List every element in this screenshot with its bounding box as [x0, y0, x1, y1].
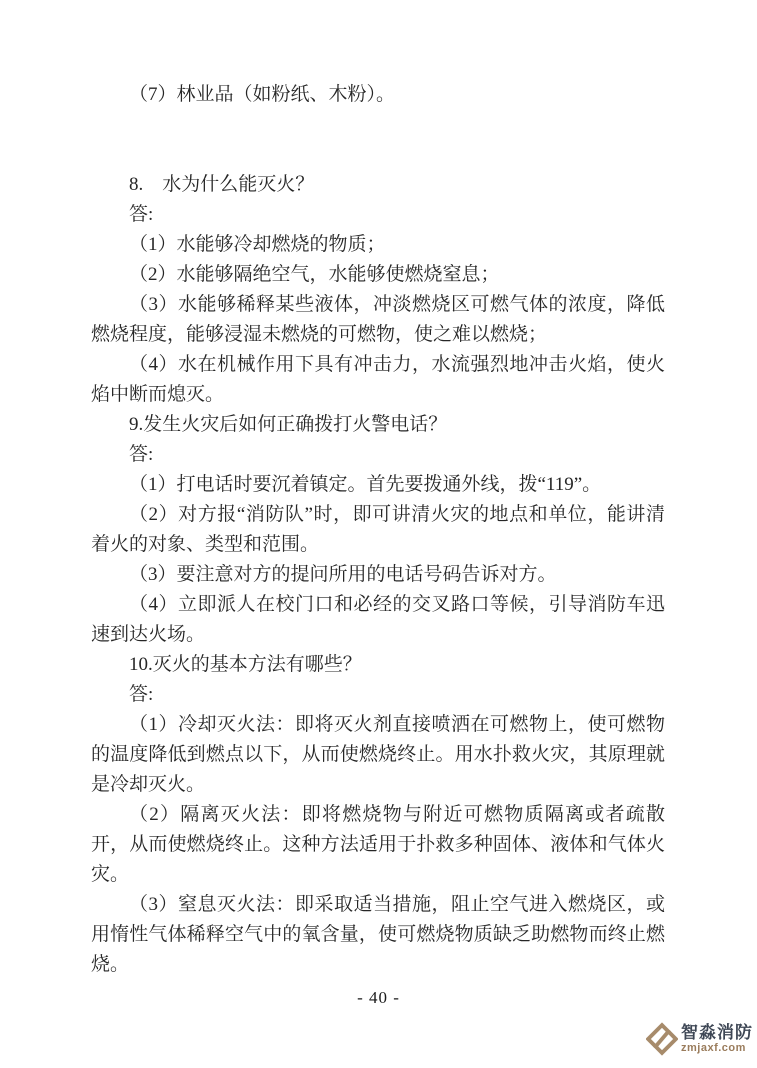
answer-q10-point-1: （1）冷却灭火法：即将灭火剂直接喷洒在可燃物上，使可燃物的温度降低到燃点以下，从而使燃烧终止。用水扑救火灾，其原理就是冷却灭火。	[91, 714, 665, 795]
answer-q9-point-3: （3）要注意对方的提问所用的电话号码告诉对方。	[129, 564, 557, 585]
watermark-text	[681, 1024, 753, 1054]
watermark-brand-name: 智淼消防	[681, 1023, 753, 1042]
document-body	[91, 80, 665, 980]
answer-label-q10: 答:	[129, 684, 154, 705]
answer-q9-point-2: （2）对方报“消防队”时，即可讲清火灾的地点和单位，能讲清着火的对象、类型和范围。	[91, 504, 665, 555]
watermark-site-url: zmjaxf.com	[681, 1042, 746, 1054]
question-10: 10.灭火的基本方法有哪些？	[129, 654, 362, 675]
answer-q9-point-4: （4）立即派人在校门口和必经的交叉路口等候，引导消防车迅速到达火场。	[91, 594, 665, 645]
watermark-logo	[646, 1022, 753, 1056]
answer-q8-point-1: （1）水能够冷却燃烧的物质；	[129, 234, 386, 255]
question-8: 8. 水为什么能灭火？	[129, 174, 315, 195]
answer-label-q9: 答:	[129, 444, 154, 465]
answer-label-q8: 答:	[129, 204, 154, 225]
list-item-7: （7）林业品（如粉纸、木粉）。	[129, 84, 396, 105]
answer-q10-point-2: （2）隔离灭火法：即将燃烧物与附近可燃物质隔离或者疏散开，从而使燃烧终止。这种方法适用于扑救多种固体、液体和气体火灾。	[91, 804, 665, 885]
blank-lines	[91, 110, 665, 170]
answer-q10-point-3: （3）窒息灭火法：即采取适当措施，阻止空气进入燃烧区，或用惰性气体稀释空气中的氧含量，使可燃烧物质缺乏助燃物而终止燃烧。	[91, 894, 665, 975]
answer-q8-point-3: （3）水能够稀释某些液体，冲淡燃烧区可燃气体的浓度，降低燃烧程度，能够浸湿未燃烧的可燃物，使之难以燃烧；	[91, 294, 665, 345]
question-9: 9.发生火灾后如何正确拨打火警电话？	[129, 414, 448, 435]
answer-q8-point-2: （2）水能够隔绝空气，水能够使燃烧窒息；	[129, 264, 500, 285]
answer-q8-point-4: （4）水在机械作用下具有冲击力，水流强烈地冲击火焰，使火焰中断而熄灭。	[91, 354, 665, 405]
page-number: - 40 -	[357, 988, 400, 1007]
z-diamond-logo-icon	[646, 1022, 678, 1056]
answer-q9-point-1: （1）打电话时要沉着镇定。首先要拨通外线，拨“119”。	[129, 474, 602, 495]
